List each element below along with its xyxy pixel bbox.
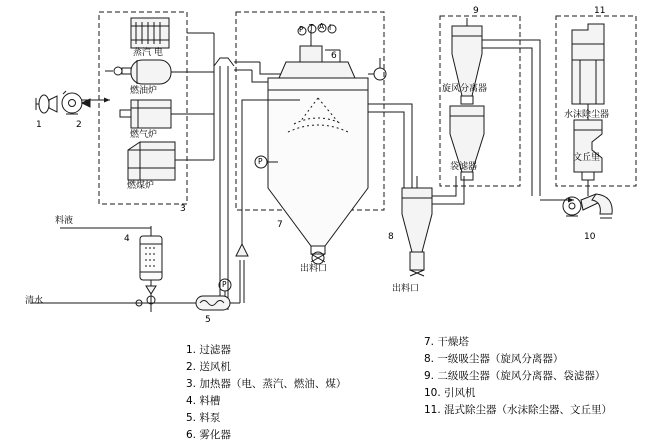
legend-column-left <box>186 342 346 444</box>
legend-column-right <box>424 334 612 419</box>
label-discharge-port-secondary: 出料口 <box>392 284 420 294</box>
callout-9: 9 <box>473 6 479 16</box>
tower-top-vent <box>368 58 386 80</box>
callout-3: 3 <box>180 204 186 214</box>
induced-draft-fan <box>563 194 612 218</box>
feed-tank <box>60 226 162 312</box>
legend-item-8: 8. 一级吸尘器（旋风分离器） <box>424 353 564 365</box>
callout-7: 7 <box>277 220 283 230</box>
venturi-unit <box>574 120 602 180</box>
legend-item-1: 1. 过滤器 <box>186 344 231 356</box>
tag-a-top: A <box>319 22 325 31</box>
atomizer-head <box>279 24 355 78</box>
label-clear-water: 清水 <box>25 296 44 306</box>
label-discharge-port-main: 出料口 <box>300 264 328 274</box>
callout-10: 10 <box>584 232 596 242</box>
legend-item-10: 10. 引风机 <box>424 387 476 399</box>
legend-item-9: 9. 二级吸尘器（旋风分离器、袋滤器） <box>424 370 606 382</box>
label-foam-dust-collector: 水沫除尘器 <box>564 110 610 120</box>
callout-4: 4 <box>124 234 130 244</box>
label-bag-filter: 袋滤器 <box>450 162 478 172</box>
legend-item-3: 3. 加热器（电、蒸汽、燃油、煤） <box>186 378 347 390</box>
legend-item-5: 5. 料泵 <box>186 412 221 424</box>
collector9-to-11-duct <box>482 40 540 196</box>
blower-unit <box>62 91 90 114</box>
steam-electric-heater <box>131 18 169 48</box>
callout-1: 1 <box>36 120 42 130</box>
legend-item-2: 2. 送风机 <box>186 361 231 373</box>
callout-11: 11 <box>594 6 606 16</box>
label-oil-furnace: 燃油炉 <box>130 86 158 96</box>
feed-line <box>30 300 196 312</box>
label-gas-furnace: 燃气炉 <box>130 130 158 140</box>
tag-p-pump: P <box>222 280 227 289</box>
gas-furnace-unit <box>120 100 171 128</box>
cyclone8-to-9-duct <box>432 176 464 204</box>
label-steam-electric: 蒸汽 电 <box>133 48 163 58</box>
label-venturi: 文丘里 <box>573 153 601 163</box>
foam-dust-collector <box>572 24 604 104</box>
label-feed-liquid: 料液 <box>55 216 74 226</box>
callout-5: 5 <box>205 315 211 325</box>
tag-t-top: T <box>309 23 314 32</box>
tower-outlet-duct <box>368 104 412 190</box>
coal-furnace-unit <box>128 142 175 180</box>
filter-unit <box>36 95 57 113</box>
legend-item-6: 6. 雾化器 <box>186 429 231 441</box>
oil-furnace-unit <box>105 60 171 84</box>
legend-item-4: 4. 料槽 <box>186 395 221 407</box>
tag-i-top: I <box>329 23 332 32</box>
tag-p-tower: P <box>258 157 263 166</box>
primary-cyclone <box>402 176 432 276</box>
label-cyclone-separator: 旋风分离器 <box>442 84 488 94</box>
label-coal-furnace: 燃煤炉 <box>127 181 155 191</box>
callout-6: 6 <box>331 51 337 61</box>
callout-8: 8 <box>388 232 394 242</box>
legend-item-7: 7. 干燥塔 <box>424 336 469 348</box>
drying-tower <box>268 78 368 264</box>
legend-item-11: 11. 混式除尘器（水沫除尘器、文丘里） <box>424 404 613 416</box>
tag-p-top: P <box>299 25 304 34</box>
callout-2: 2 <box>76 120 82 130</box>
